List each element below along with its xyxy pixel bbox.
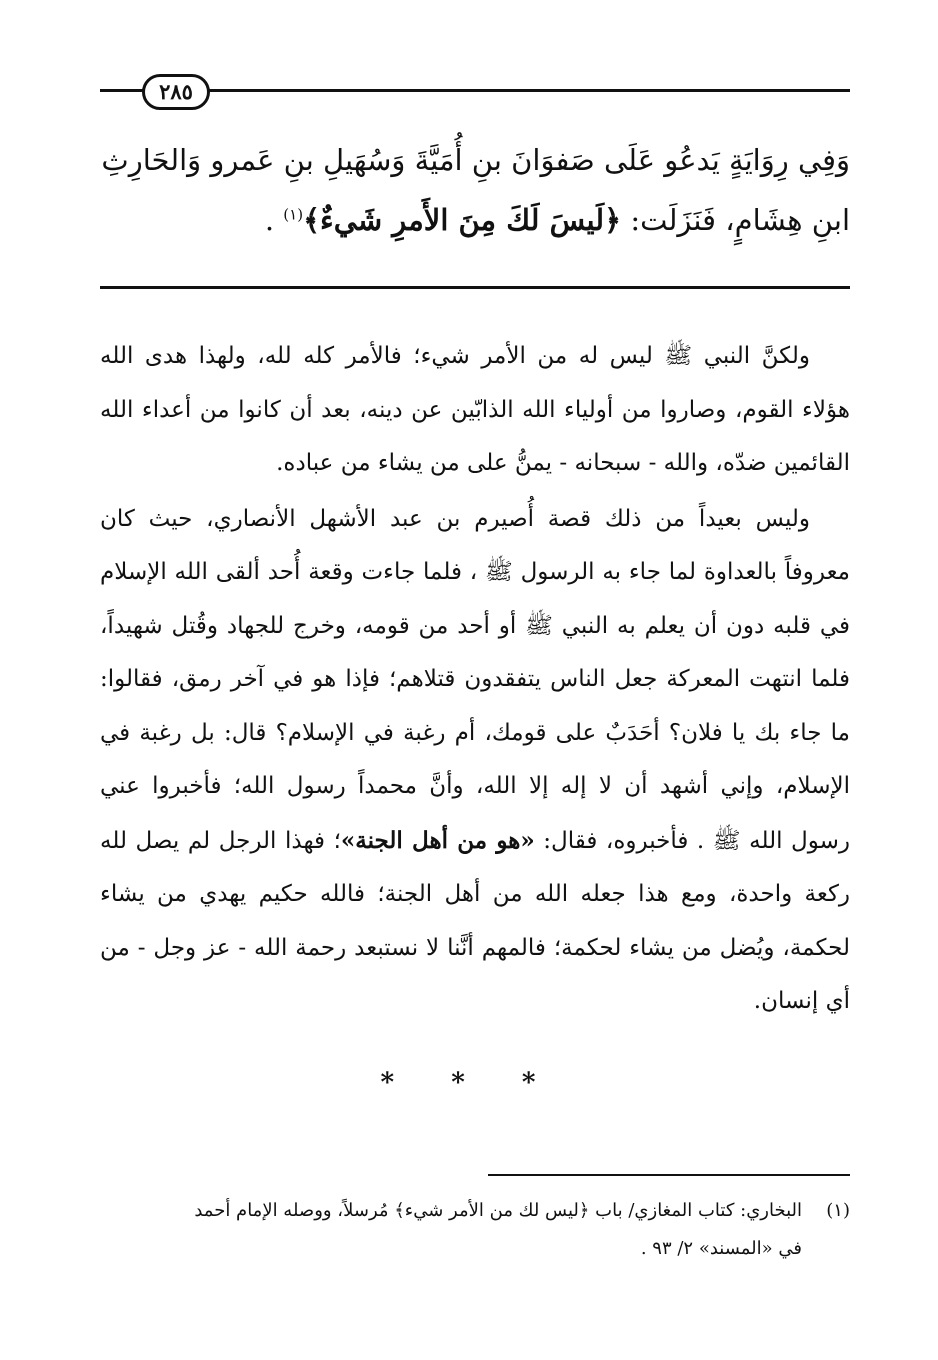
section-separator-stars: * * * xyxy=(380,1068,560,1098)
narration-line-2-suffix: . xyxy=(264,203,275,237)
paragraph-2-part-2: ؛ فهذا الرجل لم يصل لله ركعة واحدة، ومع هذا جعله الله من أهل الجنة؛ فالله حكيم يهدي من يشاء لحكمة، ويُضل من يشاء لحكمة؛ فالمهم أنَّنا لا نستبعد رحمة الله - عز وجل - من أي إنسان. xyxy=(100,827,850,1014)
footnote-marker: (١) xyxy=(826,1200,850,1221)
footnote-rule xyxy=(488,1174,850,1176)
quran-verse: ﴿لَيسَ لَكَ مِنَ الأَمرِ شَيءٌ﴾ xyxy=(303,203,622,237)
page-header xyxy=(100,70,850,110)
hadith-quote: «هو من أهل الجنة» xyxy=(340,826,535,854)
narration-line-2 xyxy=(100,190,850,250)
footnote-text xyxy=(100,1192,802,1268)
footnote-line-1: البخاري: كتاب المغازي/ باب ﴿ليس لك من الأمر شيء﴾ مُرسلاً، ووصله الإمام أحمد xyxy=(194,1200,802,1221)
page-number: ٢٨٥ xyxy=(142,74,210,110)
footnote-line-2: في «المسند» ٢/ ٩٣ . xyxy=(640,1238,802,1259)
section-divider xyxy=(100,286,850,289)
footnote-row xyxy=(100,1192,850,1268)
quoted-narration xyxy=(100,130,850,250)
body-text xyxy=(100,330,850,1029)
header-rule xyxy=(100,89,850,92)
paragraph-2 xyxy=(100,493,850,1029)
paragraph-1: ولكنَّ النبي ﷺ ليس له من الأمر شيء؛ فالأمر كله لله، ولهذا هدى الله هؤلاء القوم، وصاروا من أولياء الله الذابّين عن دينه، بعد أن كانوا من أعداء الله القائمين ضدّه، والله - سبحانه - يمنُّ على من يشاء من عباده. xyxy=(100,343,850,476)
narration-line-1: وَفِي رِوَايَةٍ يَدعُو عَلَى صَفوَانَ بنِ أُمَيَّةَ وَسُهَيلِ بنِ عَمرو وَالحَارِثِ xyxy=(101,143,850,177)
footnote-reference: (١) xyxy=(283,205,304,224)
footnote xyxy=(100,1192,850,1268)
paragraph-2-part-1: وليس بعيداً من ذلك قصة أُصيرم بن عبد الأشهل الأنصاري، حيث كان معروفاً بالعداوة لما جاء به الرسول ﷺ ، فلما جاءت وقعة أُحد ألقى الله الإسلام في قلبه دون أن يعلم به النبي ﷺ أو أحد من قومه، وخرج للجهاد وقُتل شهيداً، فلما انتهت المعركة جعل الناس يتفقدون قتلاهم؛ فإذا هو في آخر رمق، فقالوا: ما جاء بك يا فلان؟ أحَدَبٌ على قومك، أم رغبة في الإسلام؟ قال: بل رغبة في الإسلام، وإني أشهد أن لا إله إلا الله، وأنَّ محمداً رسول الله؛ فأخبروا عني رسول الله ﷺ . فأخبروه، فقال: xyxy=(100,505,850,854)
narration-line-2-prefix: ابنِ هِشَامٍ، فَنَزَلَت: xyxy=(630,203,850,237)
